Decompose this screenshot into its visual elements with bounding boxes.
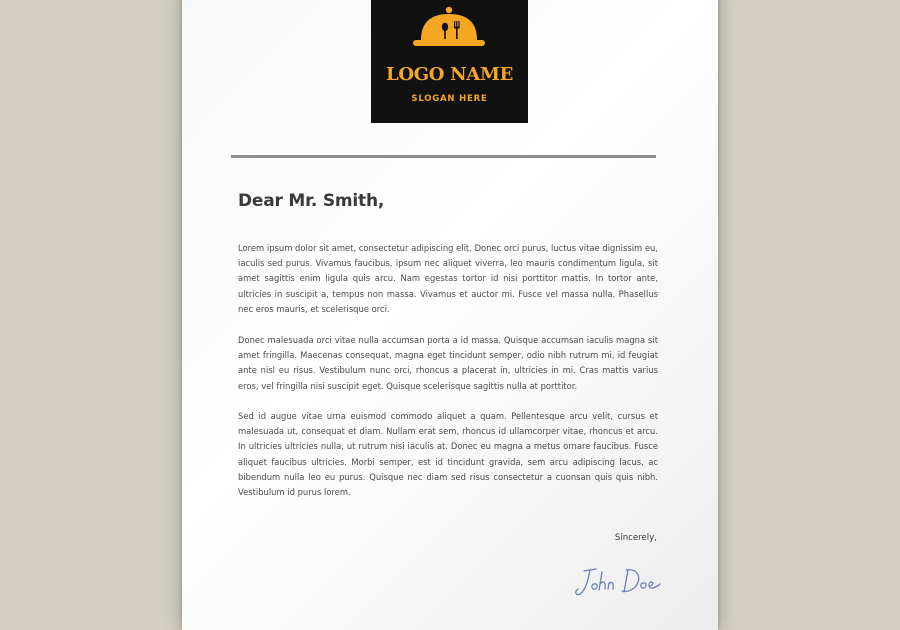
salutation: Dear Mr. Smith, [238, 191, 385, 211]
body-paragraph-3: Sed id augue vitae urna euismod commodo aliquet a quam. Pellentesque arcu velit, cursus et malesuada ut, consequat et diam. Nullam erat sem, rhoncus id ullamcorper vitae, rhoncus et arcu. In ultricies ultricies nulla, ut rutrum nisi iaculis at. Donec eu magna a metus ornare faucibus. Fusce aliquet faucibus ultricies. Morbi semper, est id tincidunt gravida, sem arcu adipiscing lacus, ac bibendum nulla leo eu purus. Quisque nec diam sed risus consectetur a cuonsan quis quis nibh. Vestibulum id purus lorem. [238, 411, 658, 498]
logo-block [371, 0, 528, 123]
closing: Sincerely, [614, 533, 657, 543]
logo-name: LOGO NAME [385, 64, 514, 85]
logo-slogan: SLOGAN HERE [411, 94, 488, 104]
cloche-with-spoon-and-fork-icon [371, 0, 528, 60]
body-paragraph-1: Lorem ipsum dolor sit amet, consectetur adipiscing elit. Donec orci purus, luctus vitae dignissim eu, iaculis sed purus. Vivamus faucibus, ipsum nec aliquet viverra, leo mauris condimentum ligula, sit amet sagittis enim ligula quis arcu. Nam egestas tortor id nisi porttitor mattis. In tortor ante, ultricies in suscipit a, tempus non massa. Vivamus et auctor mi. Fusce vel massa nulla. Phasellus nec eros mauris, et scelerisque orci. [238, 243, 658, 314]
header-divider [231, 155, 656, 158]
body-paragraph-2: Donec malesuada orci vitae nulla accumsan porta a id massa. Quisque accumsan iaculis magna sit amet fringilla. Maecenas consequat, magna eget tincidunt semper, odio nibh rutrum mi, id feugiat ante nisl eu risus. Vestibulum nunc orci, rhoncus a placerat in, ultricies in mi. Cras mattis varius eros, vel fringilla nisi suscipit eget. Quisque scelerisque sagittis nulla at porttitor. [238, 335, 658, 391]
handwritten-signature [572, 562, 668, 600]
